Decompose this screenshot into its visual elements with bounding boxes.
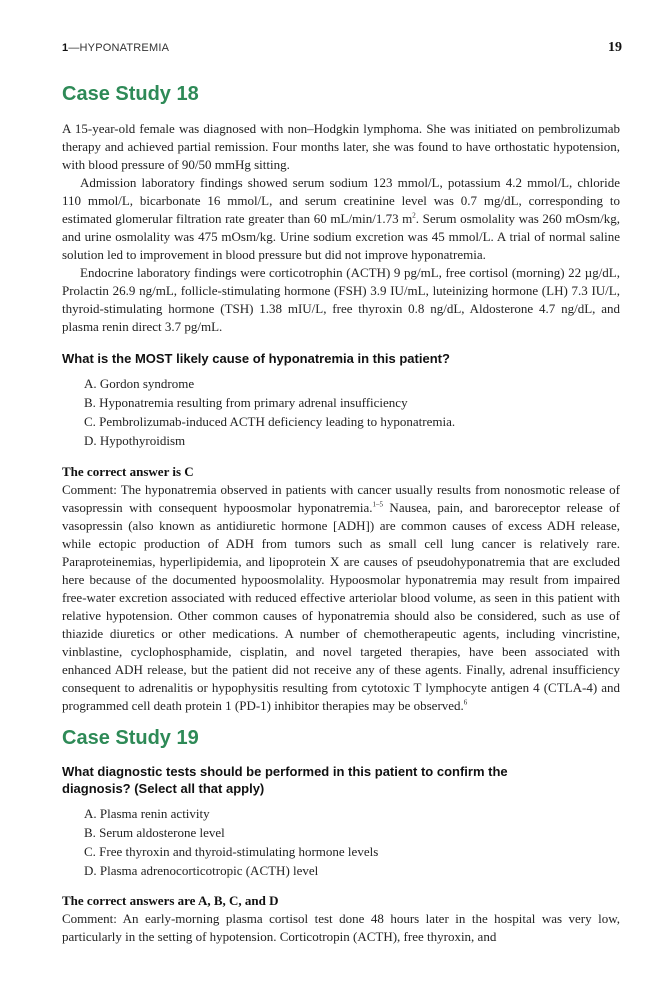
case18-paragraph-2: [62, 174, 620, 264]
page-number: 19: [608, 40, 622, 55]
running-head: [62, 42, 622, 62]
case18-comment: [62, 481, 620, 715]
case19-option-d: D. Plasma adrenocorticotropic (ACTH) level: [84, 863, 319, 878]
case19-answer: The correct answers are A, B, C, and D: [62, 893, 279, 908]
case18-option-c: C. Pembrolizumab-induced ACTH deficiency leading to hyponatremia.: [84, 414, 456, 429]
case18-paragraph-2-tail: . Serum osmolality was 260 mOsm/kg, and urine osmolality was 475 mOsm/kg. Urine sodium excretion was 45 mmol/L. A trial of normal saline solution led to improvement in blood pressure but did not improve hyponatremia.: [62, 211, 620, 262]
citation-1-5: 1–5: [372, 500, 384, 509]
case19-options: [62, 804, 620, 880]
citation-6: 6: [463, 698, 468, 707]
case18-comment-text-a: Comment: The hyponatremia observed in patients with cancer usually results from nonosmotic release of vasopressin with consequent hypoosmolar hyponatremia.: [62, 482, 620, 515]
case19-option-b: B. Serum aldosterone level: [84, 825, 225, 840]
case18-options: [62, 374, 620, 450]
case19-section: [62, 726, 620, 946]
chapter-label: [62, 42, 169, 54]
case18-paragraph-3: Endocrine laboratory findings were corticotrophin (ACTH) 9 pg/mL, free cortisol (morning) 22 µg/dL, Prolactin 26.9 ng/mL, follicle-stimulating hormone (FSH) 3.9 IU/mL, luteinizing hormone (LH) 7.3 IU/L, thyroid-stimulating hormone (TSH) 1.38 mIU/L, free thyroxin 0.8 ng/dL, Aldosterone 4.7 ng/dL, and plasma renin direct 3.7 pg/mL.: [62, 265, 620, 334]
case18-option-b: B. Hyponatremia resulting from primary adrenal insufficiency: [84, 395, 408, 410]
case18-comment-text-b: Nausea, pain, and baroreceptor release of vasopressin (also known as antidiuretic hormone [ADH]) are common causes of excess ADH release, while ectopic production of ADH from tumors such as small cell lung cancer is relatively rare. Paraproteinemias, hyperlipidemia, and lipoprotein X are causes of pseudohyponatremia that are excluded here because of the documented hypoosmolality. Hypoosmolar hyponatremia may result from impaired free-water excretion associated with reduced effective arteriolar blood volume, as seen in this patient with relative hypotension. Other common causes of hyponatremia should also be considered, such as use of thiazide diuretics or other medications. A number of chemotherapeutic agents, including vincristine, vinblastine, cyclophosphamide, cisplatin, and novel targeted therapies, have been associated with enhanced ADH release, but the patient did not receive any of these agents. Finally, adrenal insufficiency consequent to adrenalitis or hypophysitis resulting from cytotoxic T lymphocyte antigen 4 (CTLA-4) and programmed cell death protein 1 (PD-1) inhibitor therapies may be observed.: [62, 500, 620, 713]
case18-option-a: A. Gordon syndrome: [84, 376, 195, 391]
case18-question: What is the MOST likely cause of hyponatremia in this patient?: [62, 351, 450, 366]
case19-title: Case Study 19: [62, 727, 199, 749]
case18-paragraph-2-text: Admission laboratory findings showed serum sodium 123 mmol/L, potassium 4.2 mmol/L, chloride 110 mmol/L, bicarbonate 16 mmol/L, and serum creatinine level was 0.7 mg/dL, corresponding to estimated glomerular filtration rate greater than 60 mL/min/1.73 m: [62, 175, 620, 226]
case19-question: What diagnostic tests should be performed in this patient to confirm the diagnosis? (Select all that apply): [62, 764, 508, 796]
case19-option-a: A. Plasma renin activity: [84, 806, 210, 821]
case18-paragraph-1: A 15-year-old female was diagnosed with non–Hodgkin lymphoma. She was initiated on pembrolizumab therapy and achieved partial remission. Four months later, she was found to have orthostatic hypotension, with blood pressure of 90/50 mmHg sitting.: [62, 121, 620, 172]
chapter-title: —HYPONATREMIA: [68, 42, 170, 54]
case18-answer: The correct answer is C: [62, 464, 194, 479]
chapter-number: 1: [62, 42, 69, 54]
case19-comment: Comment: An early-morning plasma cortisol test done 48 hours later in the hospital was very low, particularly in the setting of hypotension. Corticotropin (ACTH), free thyroxin, and: [62, 911, 620, 944]
case18-title: Case Study 18: [62, 83, 199, 105]
case18-section: [62, 82, 620, 715]
superscript-2: 2: [412, 211, 416, 220]
case18-option-d: D. Hypothyroidism: [84, 433, 186, 448]
case19-option-c: C. Free thyroxin and thyroid-stimulating hormone levels: [84, 844, 379, 859]
